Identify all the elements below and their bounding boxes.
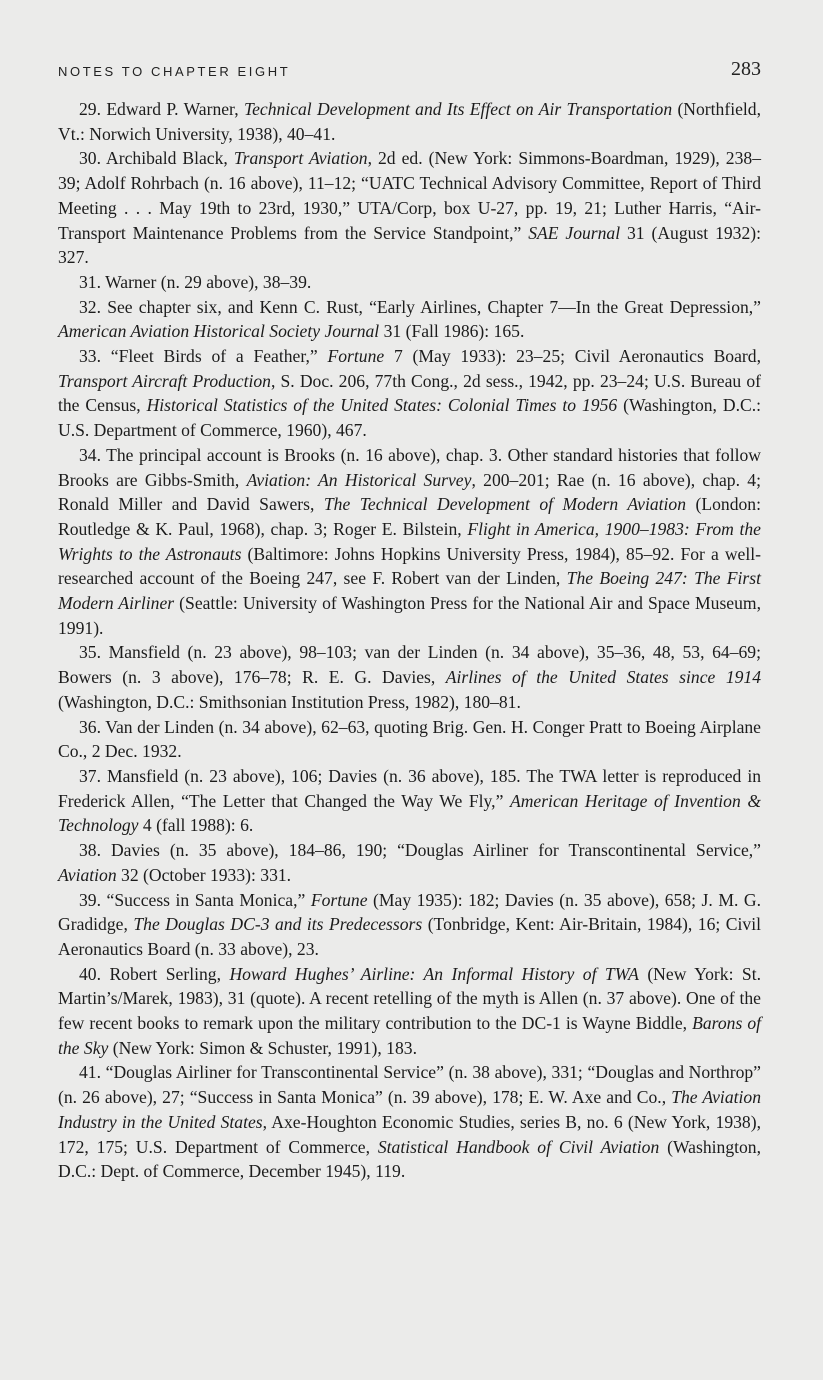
endnote-text: (Washington, D.C.: Smithsonian Institution Press, 1982), 180–81. — [58, 691, 521, 712]
endnote-text: 32. See chapter six, and Kenn C. Rust, “Early Airlines, Chapter 7—In the Great Depression,” — [79, 296, 761, 317]
endnote-text: 30. Archibald Black, — [79, 148, 234, 169]
endnote-text: 40. Robert Serling, — [79, 963, 230, 984]
endnote-title-italic: Fortune — [310, 889, 368, 910]
endnote-text: (Baltimore: Johns Hopkins University Press, 1984), 85–92. For a well-researched account of the Boeing 247, see F. Robert van der Linden, — [58, 543, 761, 589]
endnote-text: 35. Mansfield (n. 23 above), 98–103; van der Linden (n. 34 above), 35–36, 48, 53, 64–69; Bowers (n. 3 above), 176–78; R. E. G. Davies, — [58, 642, 761, 688]
endnote-text: 32 (October 1933): 331. — [116, 864, 292, 885]
endnote-title-italic: SAE Journal — [528, 222, 621, 243]
endnote-title-italic: American Aviation Historical Society Journal — [58, 321, 380, 342]
endnote-text: 36. Van der Linden (n. 34 above), 62–63, quoting Brig. Gen. H. Conger Pratt to Boeing Airplane Co., 2 Dec. 1932. — [58, 716, 761, 762]
endnote — [58, 838, 761, 887]
endnote — [58, 270, 761, 295]
endnote — [58, 443, 761, 641]
endnote — [58, 640, 761, 714]
endnote-title-italic: Historical Statistics of the United States: Colonial Times to 1956 — [146, 395, 618, 416]
endnote-text: (Washington, D.C.: U.S. Department of Commerce, 1960), 467. — [58, 395, 761, 441]
endnote-text: , 2d ed. (New York: Simmons-Boardman, 1929), 238–39; Adolf Rohrbach (n. 16 above), 11–12; “UATC Technical Advisory Committee, Report of Third Meeting . . . May 19th to 23rd, 1930,” UTA/Corp, box U-27, pp. 19, 21; Luther Harris, “Air-Transport Maintenance Problems from the Service Standpoint,” — [58, 148, 761, 243]
endnote-title-italic: The Technical Development of Modern Aviation — [323, 494, 687, 515]
endnote-text: , Axe-Houghton Economic Studies, series B, no. 6 (New York, 1938), 172, 175; U.S. Department of Commerce, — [58, 1111, 761, 1157]
endnote — [58, 97, 761, 146]
endnote-text: (Northfield, Vt.: Norwich University, 1938), 40–41. — [58, 99, 761, 144]
endnote-text: (May 1935): 182; Davies (n. 35 above), 658; J. M. G. Gradidge, — [58, 889, 761, 935]
endnote-title-italic: The Douglas DC-3 and its Predecessors — [133, 914, 423, 935]
endnote-text: (London: Routledge & K. Paul, 1968), chap. 3; Roger E. Bilstein, — [58, 494, 761, 539]
endnote-title-italic: Aviation: An Historical Survey — [246, 469, 472, 490]
endnote-text: 7 (May 1933): 23–25; Civil Aeronautics Board, — [384, 346, 761, 367]
endnote — [58, 295, 761, 344]
running-head: NOTES TO CHAPTER EIGHT — [58, 64, 291, 79]
endnote-title-italic: Transport Aircraft Production — [58, 370, 271, 391]
endnote-text: 39. “Success in Santa Monica,” — [79, 889, 311, 910]
endnote-title-italic: Technical Development and Its Effect on Air Transportation — [243, 99, 673, 119]
endnote-text: (New York: St. Martin’s/Marek, 1983), 31 (quote). A recent retelling of the myth is Allen (n. 37 above). One of the few recent books to remark upon the military contribution to the DC-1 is Wayne Biddle, — [58, 963, 761, 1034]
endnote-text: 33. “Fleet Birds of a Feather,” — [79, 346, 328, 367]
endnote-text: (Washington, D.C.: Dept. of Commerce, December 1945), 119. — [58, 1136, 761, 1182]
endnote-text: 34. The principal account is Brooks (n. 16 above), chap. 3. Other standard histories that follow Brooks are Gibbs-Smith, — [58, 444, 761, 490]
endnote-title-italic: Transport Aviation — [233, 148, 368, 169]
endnote — [58, 146, 761, 270]
endnote-text: 31. Warner (n. 29 above), 38–39. — [79, 271, 312, 292]
endnote-title-italic: The Boeing 247: The First Modern Airliner — [58, 568, 761, 614]
endnote-title-italic: Howard Hughes’ Airline: An Informal History of TWA — [229, 963, 639, 984]
endnote-text: (New York: Simon & Schuster, 1991), 183. — [108, 1037, 417, 1058]
endnote-text: , 200–201; Rae (n. 16 above), chap. 4; Ronald Miller and David Sawers, — [58, 469, 761, 515]
endnote-title-italic: Airlines of the United States since 1914 — [445, 667, 762, 688]
endnote-title-italic: Fortune — [327, 346, 385, 367]
endnote-text: 29. Edward P. Warner, — [79, 99, 244, 119]
endnote — [58, 715, 761, 764]
running-header — [58, 58, 761, 86]
endnote — [58, 764, 761, 838]
endnote-text: (Seattle: University of Washington Press for the National Air and Space Museum, 1991). — [58, 593, 761, 638]
endnote — [58, 344, 761, 443]
endnote-text: 4 (fall 1988): 6. — [138, 815, 254, 836]
endnote — [58, 888, 761, 962]
endnote — [58, 962, 761, 1061]
endnote-text: (Tonbridge, Kent: Air-Britain, 1984), 16; Civil Aeronautics Board (n. 33 above), 23. — [58, 914, 761, 959]
endnote-text: 31 (August 1932): 327. — [58, 222, 762, 268]
page-number: 283 — [731, 58, 761, 80]
endnote-title-italic: Statistical Handbook of Civil Aviation — [377, 1136, 660, 1157]
endnote-title-italic: American Heritage of Invention & Technology — [58, 790, 761, 836]
endnote-title-italic: The Aviation Industry in the United States — [58, 1087, 761, 1132]
endnote-text: , S. Doc. 206, 77th Cong., 2d sess., 1942, pp. 23–24; U.S. Bureau of the Census, — [58, 370, 761, 416]
endnote-text: 31 (Fall 1986): 165. — [379, 321, 525, 342]
endnote-title-italic: Barons of the Sky — [58, 1013, 762, 1058]
endnote — [58, 1060, 761, 1184]
endnotes-list — [58, 97, 761, 1184]
endnote-text: 41. “Douglas Airliner for Transcontinental Service” (n. 38 above), 331; “Douglas and Northrop” (n. 26 above), 27; “Success in Santa Monica” (n. 39 above), 178; E. W. Axe and Co., — [58, 1062, 761, 1108]
endnote-text: 38. Davies (n. 35 above), 184–86, 190; “Douglas Airliner for Transcontinental Service,” — [79, 840, 761, 861]
endnote-text: 37. Mansfield (n. 23 above), 106; Davies (n. 36 above), 185. The TWA letter is reproduced in Frederick Allen, “The Letter that Changed the Way We Fly,” — [58, 765, 761, 811]
endnote-title-italic: Flight in America, 1900–1983: From the Wrights to the Astronauts — [58, 518, 761, 564]
endnote-title-italic: Aviation — [58, 864, 117, 885]
